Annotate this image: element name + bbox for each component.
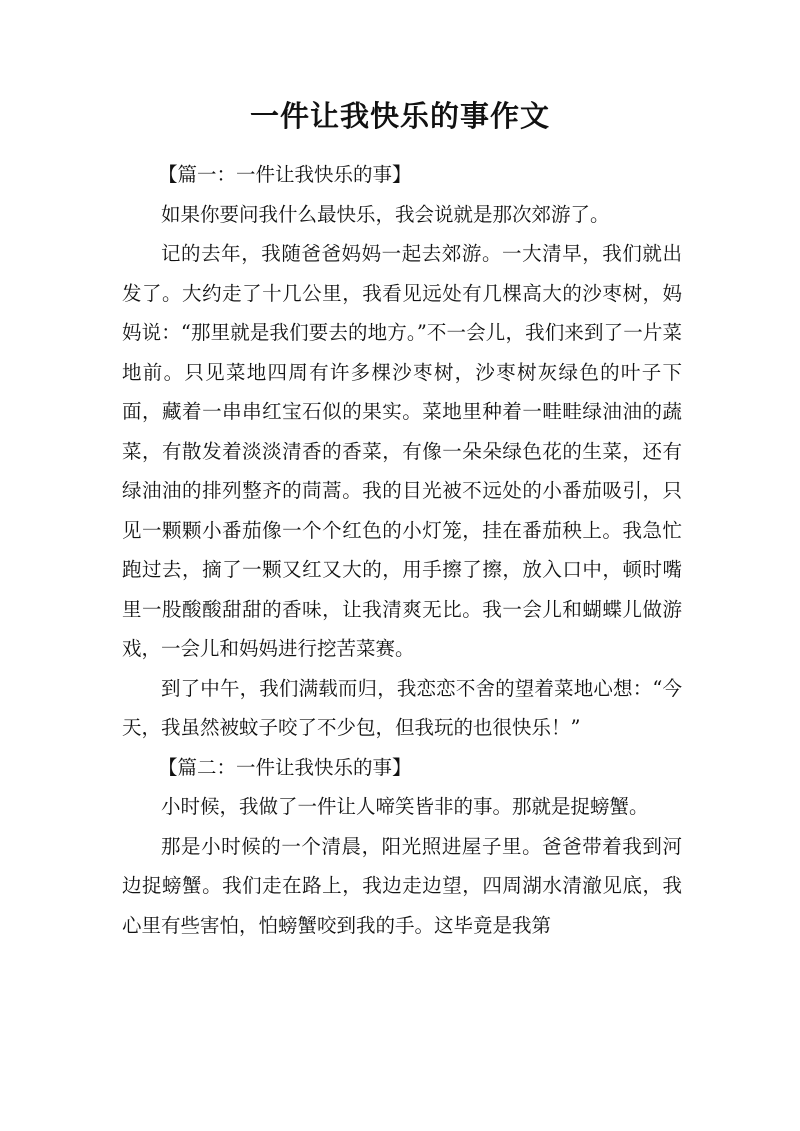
section-heading-1: 【篇一：一件让我快乐的事】 [158, 163, 412, 186]
document-title: 一件让我快乐的事作文 [249, 99, 550, 133]
paragraph: 如果你要问我什么最快乐，我会说就是那次郊游了。 [161, 202, 610, 226]
paragraph: 小时候，我做了一件让人啼笑皆非的事。那就是捉螃蟹。 [161, 795, 649, 818]
paragraph: 记的去年，我随爸爸妈妈一起去郊游。一大清早，我们就出发了。大约走了十几公里，我看见远处有几棵高大的沙枣树，妈妈说：“那里就是我们要去的地方。”不一会儿，我们来到了一片菜地前。只见菜地四周有许多棵沙枣树，沙枣树灰绿色的叶子下面，藏着一串串红宝石似的果实。菜地里种着一畦畦绿油油的蔬菜，有散发着淡淡清香的香菜，有像一朵朵绿色花的生菜，还有绿油油的排列整齐的茼蒿。我的目光被不远处的小番茄吸引，只见一颗颗小番茄像一个个红色的小灯笼，挂在番茄秧上。我急忙跑过去，摘了一颗又红又大的，用手擦了擦，放入口中，顿时嘴里一股酸酸甜甜的香味，让我清爽无比。我一会儿和蝴蝶儿做游戏，一会儿和妈妈进行挖苦菜赛。 [122, 242, 682, 660]
document-body [122, 155, 682, 945]
paragraph: 到了中午，我们满载而归，我恋恋不舍的望着菜地心想：“今天，我虽然被蚊子咬了不少包，但我玩的也很快乐！” [122, 676, 682, 739]
paragraph: 那是小时候的一个清晨，阳光照进屋子里。爸爸带着我到河边捉螃蟹。我们走在路上，我边走边望，四周湖水清澈见底，我心里有些害怕，怕螃蟹咬到我的手。这毕竟是我第 [122, 834, 682, 937]
section-heading-2: 【篇二：一件让我快乐的事】 [158, 755, 412, 779]
